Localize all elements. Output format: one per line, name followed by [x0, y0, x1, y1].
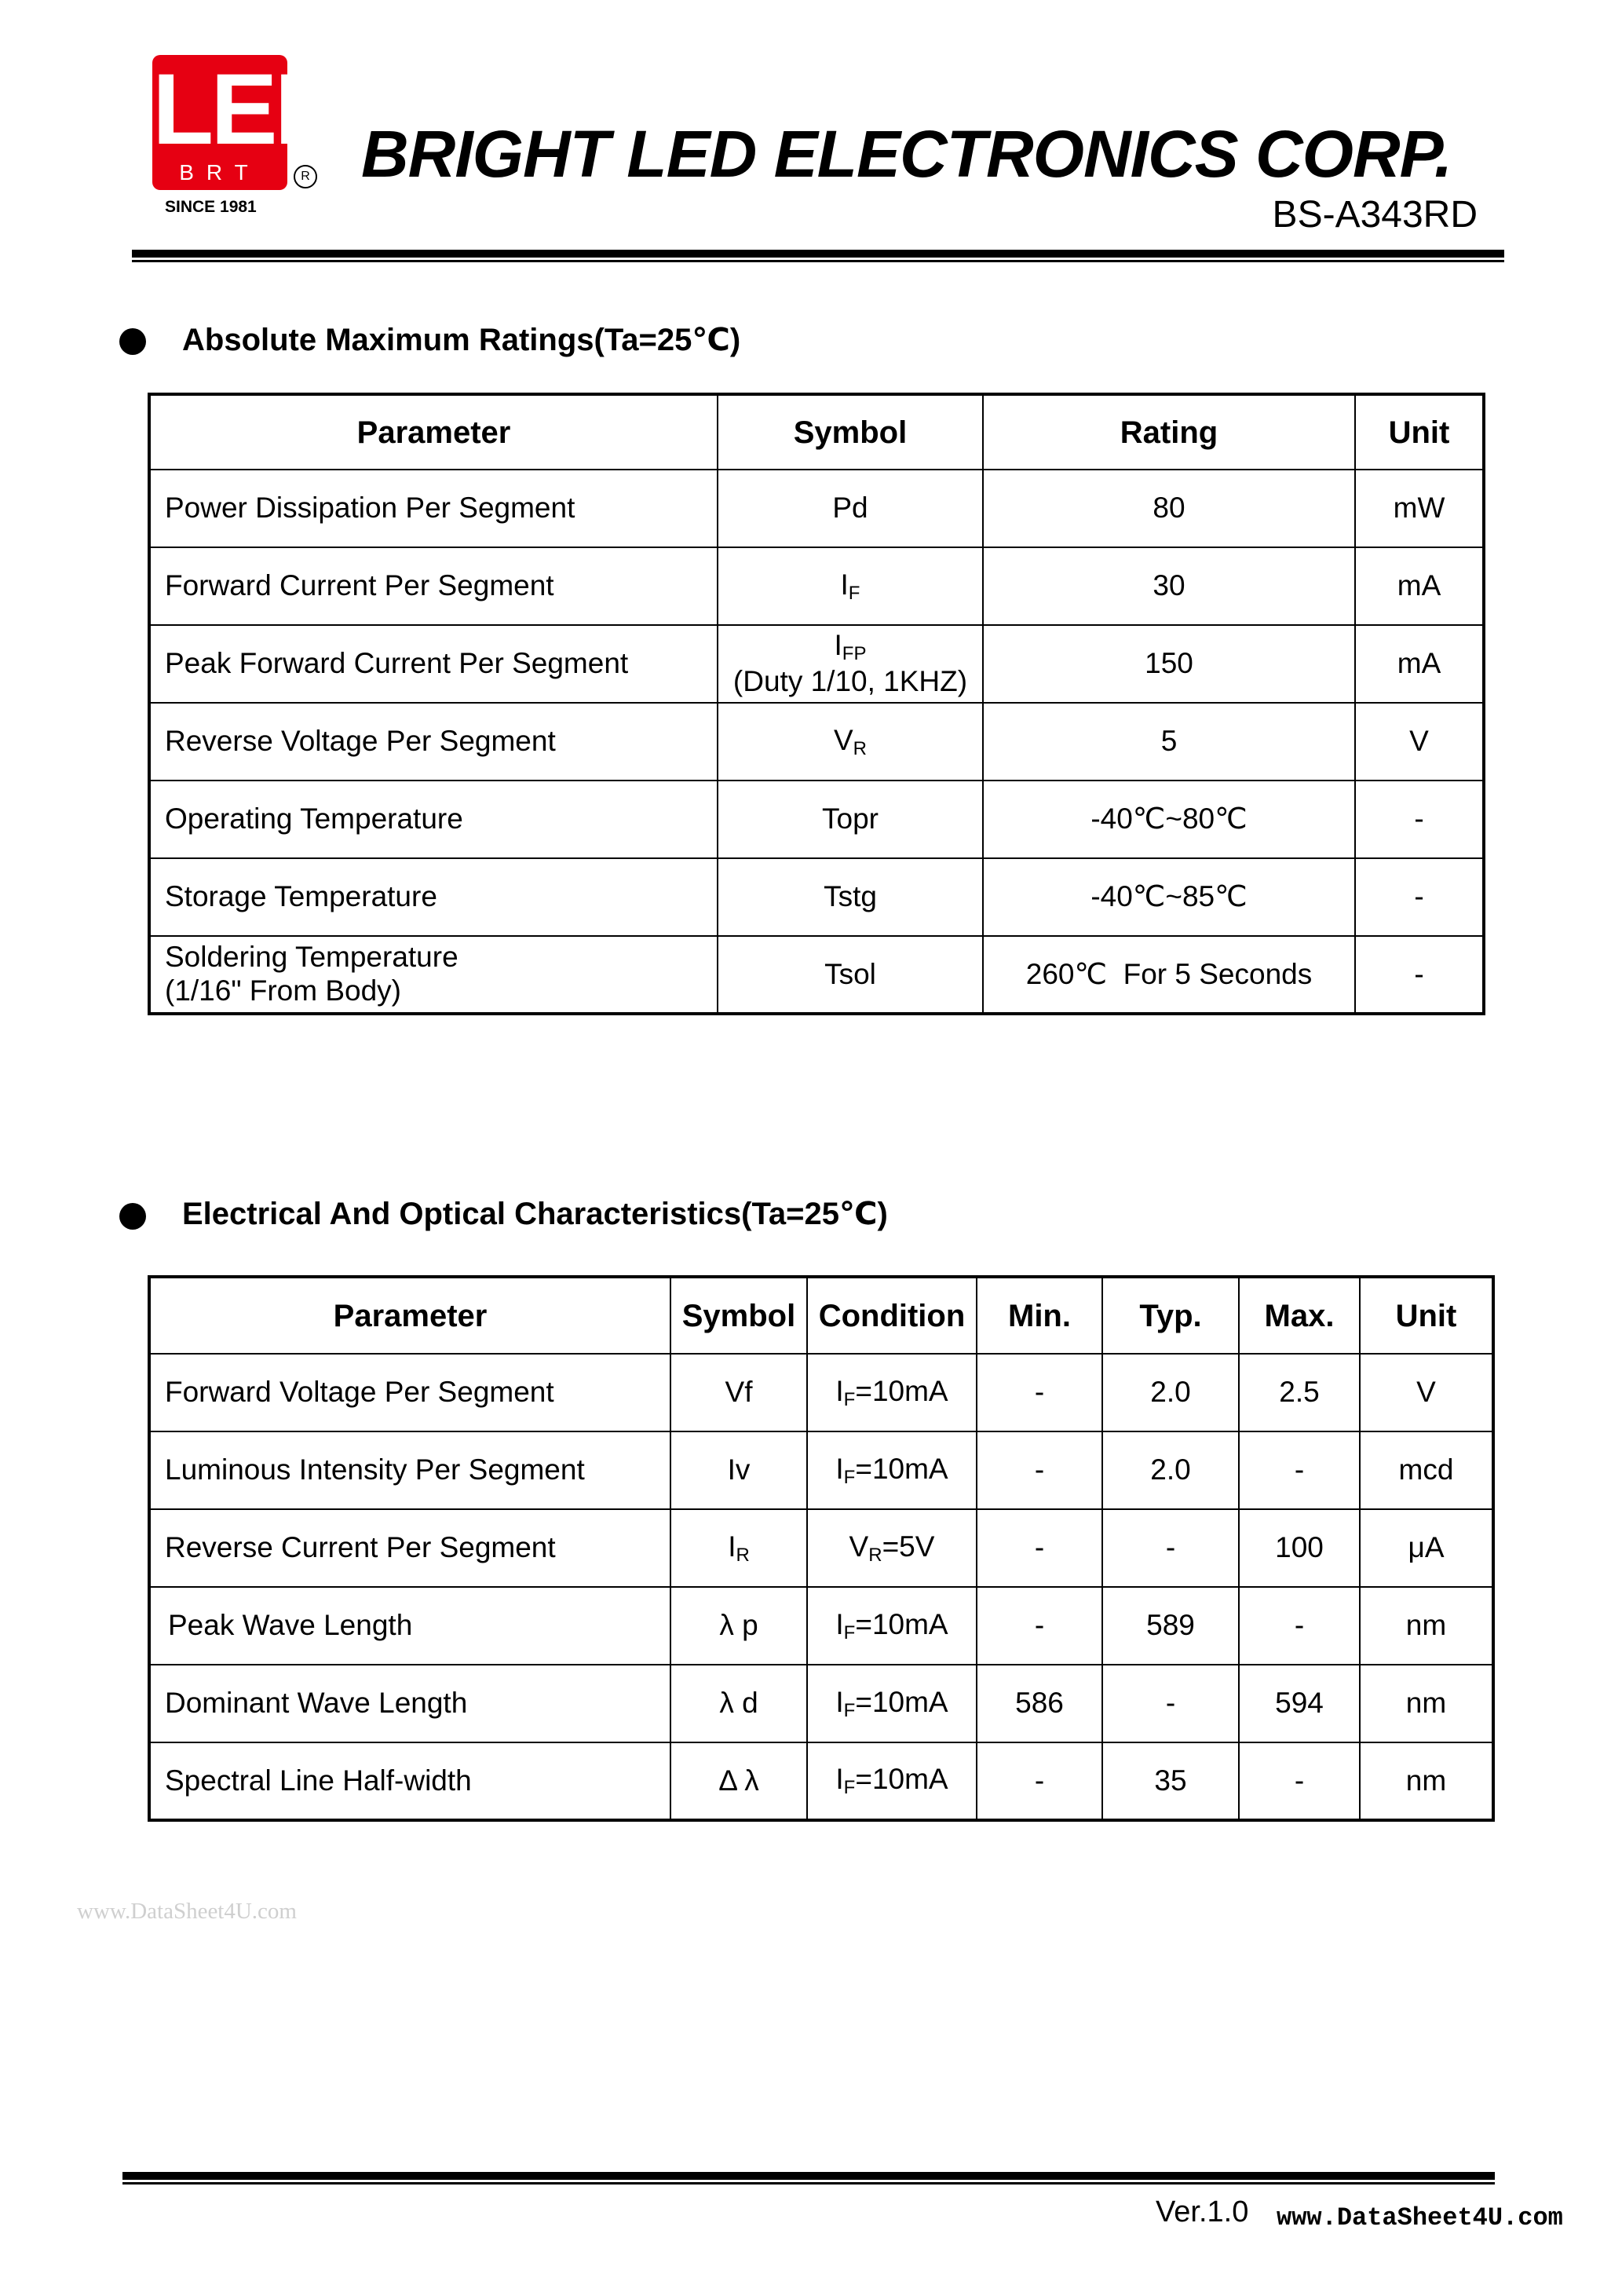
- symbol-main: I: [834, 629, 842, 662]
- param-cell: Dominant Wave Length: [149, 1665, 670, 1742]
- section2-title: Electrical And Optical Characteristics(Ta=25℃): [182, 1197, 888, 1231]
- param-cell: Operating Temperature: [149, 781, 718, 858]
- col-header-typ: Typ.: [1102, 1277, 1239, 1354]
- param-cell: Power Dissipation Per Segment: [149, 470, 718, 547]
- typ-cell: -: [1102, 1509, 1239, 1587]
- unit-cell: V: [1360, 1354, 1493, 1431]
- table-header-row: [149, 394, 1484, 470]
- col-header-parameter: Parameter: [149, 1277, 670, 1354]
- typ-cell: -: [1102, 1665, 1239, 1742]
- col-header-unit: Unit: [1360, 1277, 1493, 1354]
- min-cell: -: [977, 1587, 1102, 1665]
- cond-value: =5V: [882, 1530, 935, 1563]
- rating-cell: 260℃ For 5 Seconds: [983, 936, 1355, 1014]
- col-header-unit: Unit: [1355, 394, 1484, 470]
- since-label: SINCE 1981: [165, 198, 257, 216]
- version-label: Ver.1.0: [1156, 2195, 1249, 2228]
- unit-cell: mA: [1355, 547, 1484, 625]
- section2-bullet-icon: [119, 1203, 146, 1230]
- cond-subscript: F: [843, 1388, 856, 1410]
- section1-bullet-icon: [119, 328, 146, 355]
- condition-cell: [807, 1509, 977, 1587]
- param-cell: Forward Voltage Per Segment: [149, 1354, 670, 1431]
- col-header-max: Max.: [1239, 1277, 1360, 1354]
- cond-main: V: [849, 1530, 869, 1563]
- cond-subscript: F: [843, 1777, 856, 1799]
- col-header-symbol: Symbol: [670, 1277, 807, 1354]
- unit-cell: -: [1355, 936, 1484, 1014]
- cond-value: =10mA: [855, 1607, 948, 1640]
- logo-box: [152, 53, 344, 190]
- unit-cell: nm: [1360, 1665, 1493, 1742]
- max-cell: -: [1239, 1431, 1360, 1509]
- min-cell: -: [977, 1509, 1102, 1587]
- rating-cell: 30: [983, 547, 1355, 625]
- cond-value: =10mA: [855, 1763, 948, 1796]
- section1-title: Absolute Maximum Ratings(Ta=25℃): [182, 323, 741, 357]
- logo-brt-text: BRT: [179, 160, 261, 185]
- symbol-cell: λ d: [670, 1665, 807, 1742]
- cond-value: =10mA: [855, 1685, 948, 1718]
- cond-main: I: [835, 1452, 844, 1485]
- table-row: [149, 1742, 1493, 1820]
- symbol-main: I: [840, 568, 849, 601]
- company-name: BRIGHT LED ELECTRONICS CORP.: [361, 117, 1452, 191]
- table-row: [149, 625, 1484, 703]
- col-header-parameter: Parameter: [149, 394, 718, 470]
- cond-subscript: F: [843, 1621, 856, 1643]
- col-header-min: Min.: [977, 1277, 1102, 1354]
- min-cell: -: [977, 1354, 1102, 1431]
- ratings-table: [148, 393, 1485, 1015]
- registered-mark: R: [294, 165, 317, 188]
- symbol-cell: Tsol: [718, 936, 983, 1014]
- cond-main: I: [835, 1607, 844, 1640]
- table-row: [149, 1509, 1493, 1587]
- cond-subscript: F: [843, 1466, 856, 1488]
- company-logo: [152, 53, 344, 228]
- cond-value: =10mA: [855, 1452, 948, 1485]
- header-rule-thin: [132, 260, 1504, 262]
- min-cell: -: [977, 1431, 1102, 1509]
- table-row: [149, 1354, 1493, 1431]
- table-row: [149, 858, 1484, 936]
- symbol-cell: [718, 703, 983, 781]
- condition-cell: [807, 1665, 977, 1742]
- symbol-cell: [670, 1509, 807, 1587]
- unit-cell: nm: [1360, 1587, 1493, 1665]
- col-header-symbol: Symbol: [718, 394, 983, 470]
- unit-cell: mW: [1355, 470, 1484, 547]
- symbol-subscript: FP: [842, 643, 867, 665]
- unit-cell: -: [1355, 858, 1484, 936]
- watermark-text: www.DataSheet4U.com: [77, 1899, 297, 1924]
- param-cell: Forward Current Per Segment: [149, 547, 718, 625]
- typ-cell: 2.0: [1102, 1431, 1239, 1509]
- param-cell: Peak Forward Current Per Segment: [149, 625, 718, 703]
- table-row: [149, 1665, 1493, 1742]
- unit-cell: μA: [1360, 1509, 1493, 1587]
- cond-subscript: F: [843, 1699, 856, 1721]
- symbol-cell: [718, 625, 983, 703]
- param-cell: Spectral Line Half-width: [149, 1742, 670, 1820]
- condition-cell: [807, 1742, 977, 1820]
- table-row: [149, 470, 1484, 547]
- param-line1: Soldering Temperature: [165, 941, 458, 974]
- param-cell: Reverse Voltage Per Segment: [149, 703, 718, 781]
- unit-cell: mcd: [1360, 1431, 1493, 1509]
- table-row: [149, 936, 1484, 1014]
- rating-cell: 5: [983, 703, 1355, 781]
- rating-cell: 150: [983, 625, 1355, 703]
- condition-cell: [807, 1354, 977, 1431]
- param-cell: Reverse Current Per Segment: [149, 1509, 670, 1587]
- symbol-cell: Tstg: [718, 858, 983, 936]
- unit-cell: -: [1355, 781, 1484, 858]
- table-row: [149, 547, 1484, 625]
- footer-rule: [122, 2172, 1495, 2180]
- param-line2: (1/16" From Body): [165, 974, 402, 1007]
- unit-cell: nm: [1360, 1742, 1493, 1820]
- condition-cell: [807, 1431, 977, 1509]
- symbol-main: I: [728, 1530, 736, 1563]
- max-cell: 100: [1239, 1509, 1360, 1587]
- symbol-cell: Iv: [670, 1431, 807, 1509]
- typ-cell: 2.0: [1102, 1354, 1239, 1431]
- symbol-cell: [718, 547, 983, 625]
- rating-cell: -40℃~85℃: [983, 858, 1355, 936]
- typ-cell: 35: [1102, 1742, 1239, 1820]
- symbol-subscript: R: [736, 1544, 750, 1566]
- param-cell: Luminous Intensity Per Segment: [149, 1431, 670, 1509]
- condition-cell: [807, 1587, 977, 1665]
- cond-main: I: [835, 1685, 844, 1718]
- table-row: [149, 703, 1484, 781]
- table-row: [149, 1587, 1493, 1665]
- param-cell: [149, 936, 718, 1014]
- cond-value: =10mA: [855, 1374, 948, 1407]
- symbol-cell: λ p: [670, 1587, 807, 1665]
- unit-cell: V: [1355, 703, 1484, 781]
- max-cell: 594: [1239, 1665, 1360, 1742]
- logo-led-text: LED: [152, 53, 344, 166]
- cond-main: I: [835, 1763, 844, 1796]
- cond-main: I: [835, 1374, 844, 1407]
- rating-cell: -40℃~80℃: [983, 781, 1355, 858]
- symbol-cell: Δ λ: [670, 1742, 807, 1820]
- symbol-cell: Pd: [718, 470, 983, 547]
- footer-site-link[interactable]: www.DataSheet4U.com: [1277, 2203, 1563, 2232]
- footer-rule-thin: [122, 2182, 1495, 2184]
- cond-subscript: R: [868, 1544, 882, 1566]
- rating-cell: 80: [983, 470, 1355, 547]
- col-header-rating: Rating: [983, 394, 1355, 470]
- table-row: [149, 781, 1484, 858]
- symbol-note: (Duty 1/10, 1KHZ): [732, 665, 968, 698]
- unit-cell: mA: [1355, 625, 1484, 703]
- symbol-cell: Vf: [670, 1354, 807, 1431]
- symbol-main: V: [833, 723, 853, 756]
- param-cell: Storage Temperature: [149, 858, 718, 936]
- typ-cell: 589: [1102, 1587, 1239, 1665]
- max-cell: -: [1239, 1742, 1360, 1820]
- min-cell: 586: [977, 1665, 1102, 1742]
- characteristics-table: [148, 1275, 1495, 1822]
- model-number: BS-A343RD: [1272, 194, 1478, 236]
- col-header-condition: Condition: [807, 1277, 977, 1354]
- table-row: [149, 1431, 1493, 1509]
- param-cell: Peak Wave Length: [149, 1587, 670, 1665]
- max-cell: 2.5: [1239, 1354, 1360, 1431]
- max-cell: -: [1239, 1587, 1360, 1665]
- table-header-row: [149, 1277, 1493, 1354]
- symbol-subscript: R: [853, 737, 868, 759]
- header-rule: [132, 250, 1504, 258]
- symbol-subscript: F: [848, 582, 860, 604]
- symbol-cell: Topr: [718, 781, 983, 858]
- min-cell: -: [977, 1742, 1102, 1820]
